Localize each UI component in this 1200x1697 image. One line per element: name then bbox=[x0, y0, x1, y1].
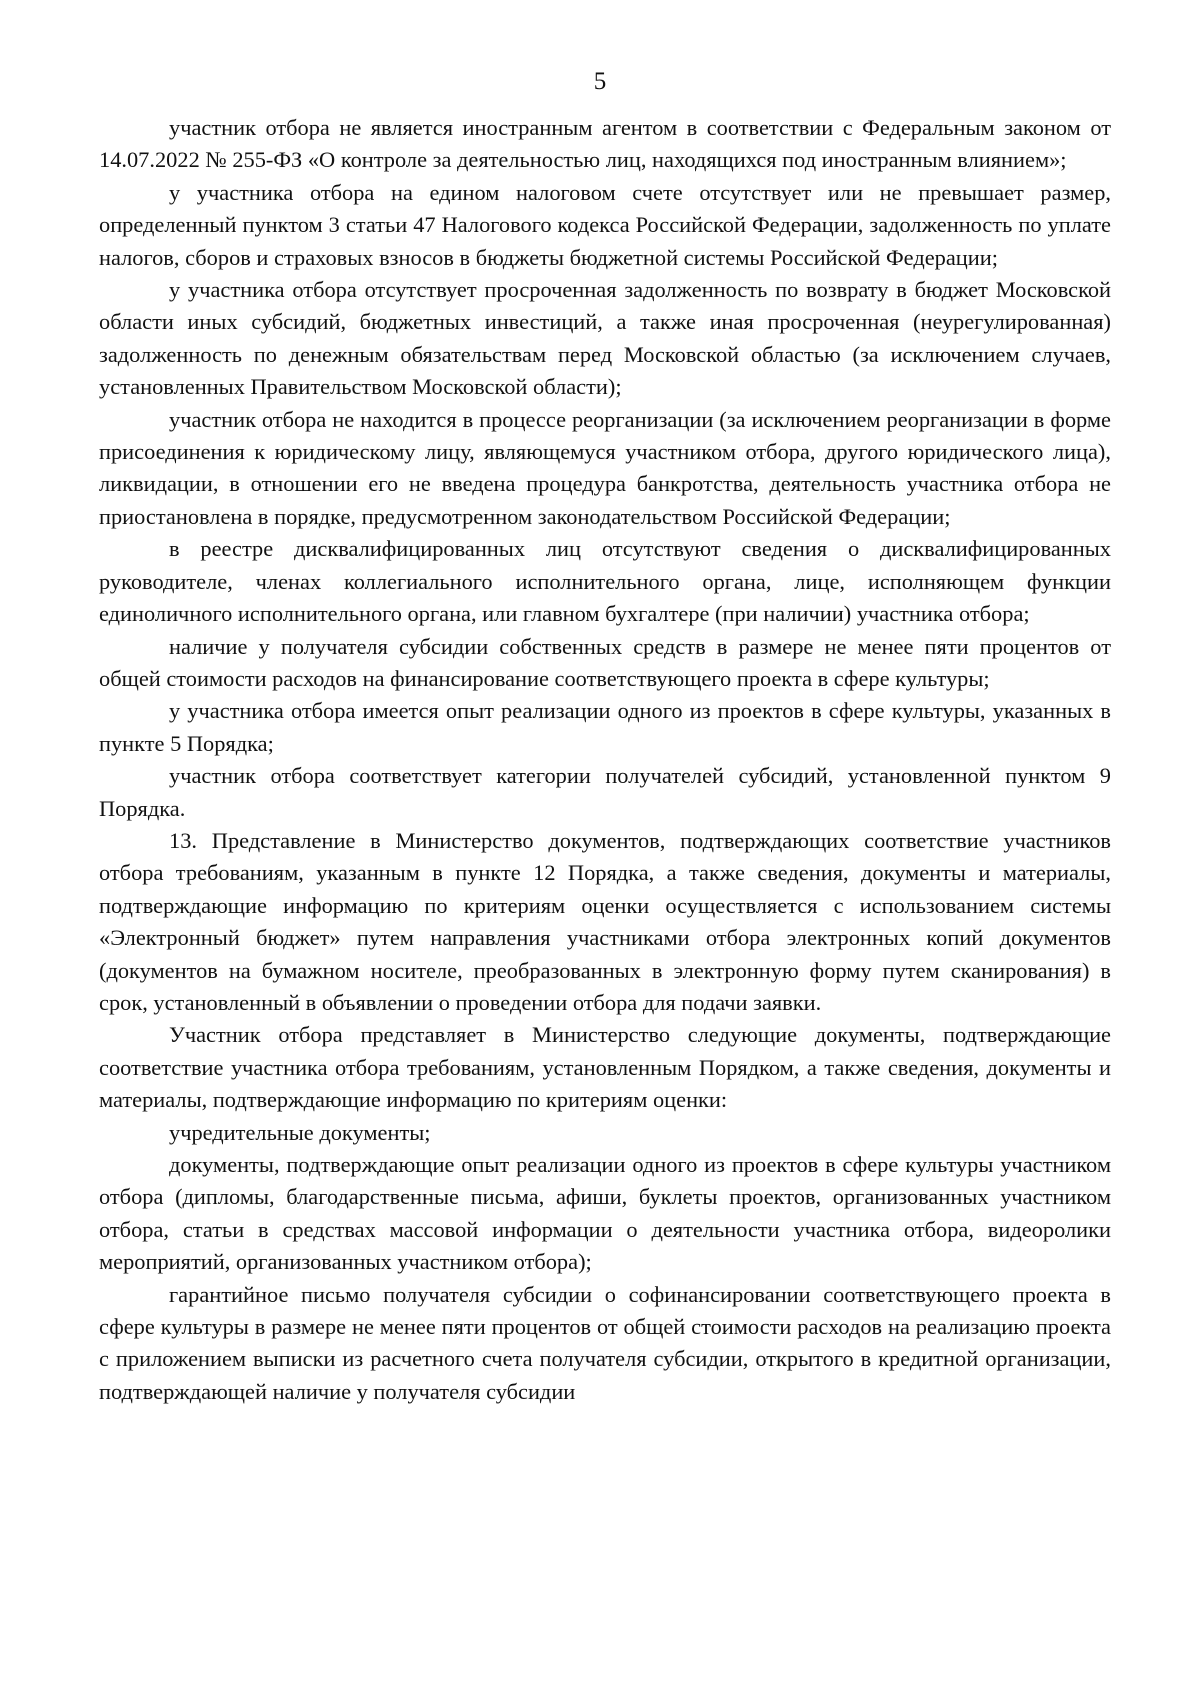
paragraph: у участника отбора имеется опыт реализации одного из проектов в сфере культуры, указанных в пункте 5 Порядка; bbox=[99, 698, 1111, 756]
paragraph: у участника отбора отсутствует просроченная задолженность по возврату в бюджет Московской области иных субсидий, бюджетных инвестиций, а также иная просроченная (неурегулированная) задолженность по денежным обязательствам перед Московской областью (за исключением случаев, установленных Правительством Московской области); bbox=[99, 277, 1111, 400]
paragraph: участник отбора не находится в процессе реорганизации (за исключением реорганизации в форме присоединения к юридическому лицу, являющемуся участником отбора, другого юридического лица), ликвидации, в отношении его не введена процедура банкротства, деятельность участника отбора не приостановлена в порядке, предусмотренном законодательством Российской Федерации; bbox=[99, 406, 1111, 529]
paragraph: участник отбора соответствует категории получателей субсидий, установленной пунктом 9 Порядка. bbox=[99, 763, 1111, 821]
paragraph: в реестре дисквалифицированных лиц отсутствуют сведения о дисквалифицированных руководителе, членах коллегиального исполнительного органа, лице, исполняющем функции единоличного исполнительного органа, или главном бухгалтере (при наличии) участника отбора; bbox=[99, 536, 1111, 627]
paragraph: Участник отбора представляет в Министерство следующие документы, подтверждающие соответствие участника отбора требованиям, установленным Порядком, а также сведения, документы и материалы, подтверждающие информацию по критериям оценки: bbox=[99, 1022, 1111, 1113]
paragraph: наличие у получателя субсидии собственных средств в размере не менее пяти процентов от общей стоимости расходов на финансирование соответствующего проекта в сфере культуры; bbox=[99, 633, 1111, 691]
page-number: 5 bbox=[593, 68, 607, 95]
document-body bbox=[99, 112, 1111, 1408]
paragraph: участник отбора не является иностранным агентом в соответствии с Федеральным законом от 14.07.2022 № 255-ФЗ «О контроле за деятельностью лиц, находящихся под иностранным влиянием»; bbox=[99, 115, 1111, 173]
paragraph: документы, подтверждающие опыт реализации одного из проектов в сфере культуры участником отбора (дипломы, благодарственные письма, афиши, буклеты проектов, организованных участником отбора, статьи в средствах массовой информации о деятельности участника отбора, видеоролики мероприятий, организованных участником отбора); bbox=[99, 1152, 1111, 1275]
paragraph: учредительные документы; bbox=[169, 1119, 431, 1145]
paragraph: 13. Представление в Министерство документов, подтверждающих соответствие участников отбора требованиям, указанным в пункте 12 Порядка, а также сведения, документы и материалы, подтверждающие информацию по критериям оценки осуществляется с использованием системы «Электронный бюджет» путем направления участниками отбора электронных копий документов (документов на бумажном носителе, преобразованных в электронную форму путем сканирования) в срок, установленный в объявлении о проведении отбора для подачи заявки. bbox=[99, 827, 1111, 1015]
paragraph: гарантийное письмо получателя субсидии о софинансировании соответствующего проекта в сфере культуры в размере не менее пяти процентов от общей стоимости расходов на реализацию проекта с приложением выписки из расчетного счета получателя субсидии, открытого в кредитной организации, подтверждающей наличие у получателя субсидии bbox=[99, 1281, 1111, 1404]
paragraph: у участника отбора на едином налоговом счете отсутствует или не превышает размер, определенный пунктом 3 статьи 47 Налогового кодекса Российской Федерации, задолженность по уплате налогов, сборов и страховых взносов в бюджеты бюджетной системы Российской Федерации; bbox=[99, 179, 1111, 270]
